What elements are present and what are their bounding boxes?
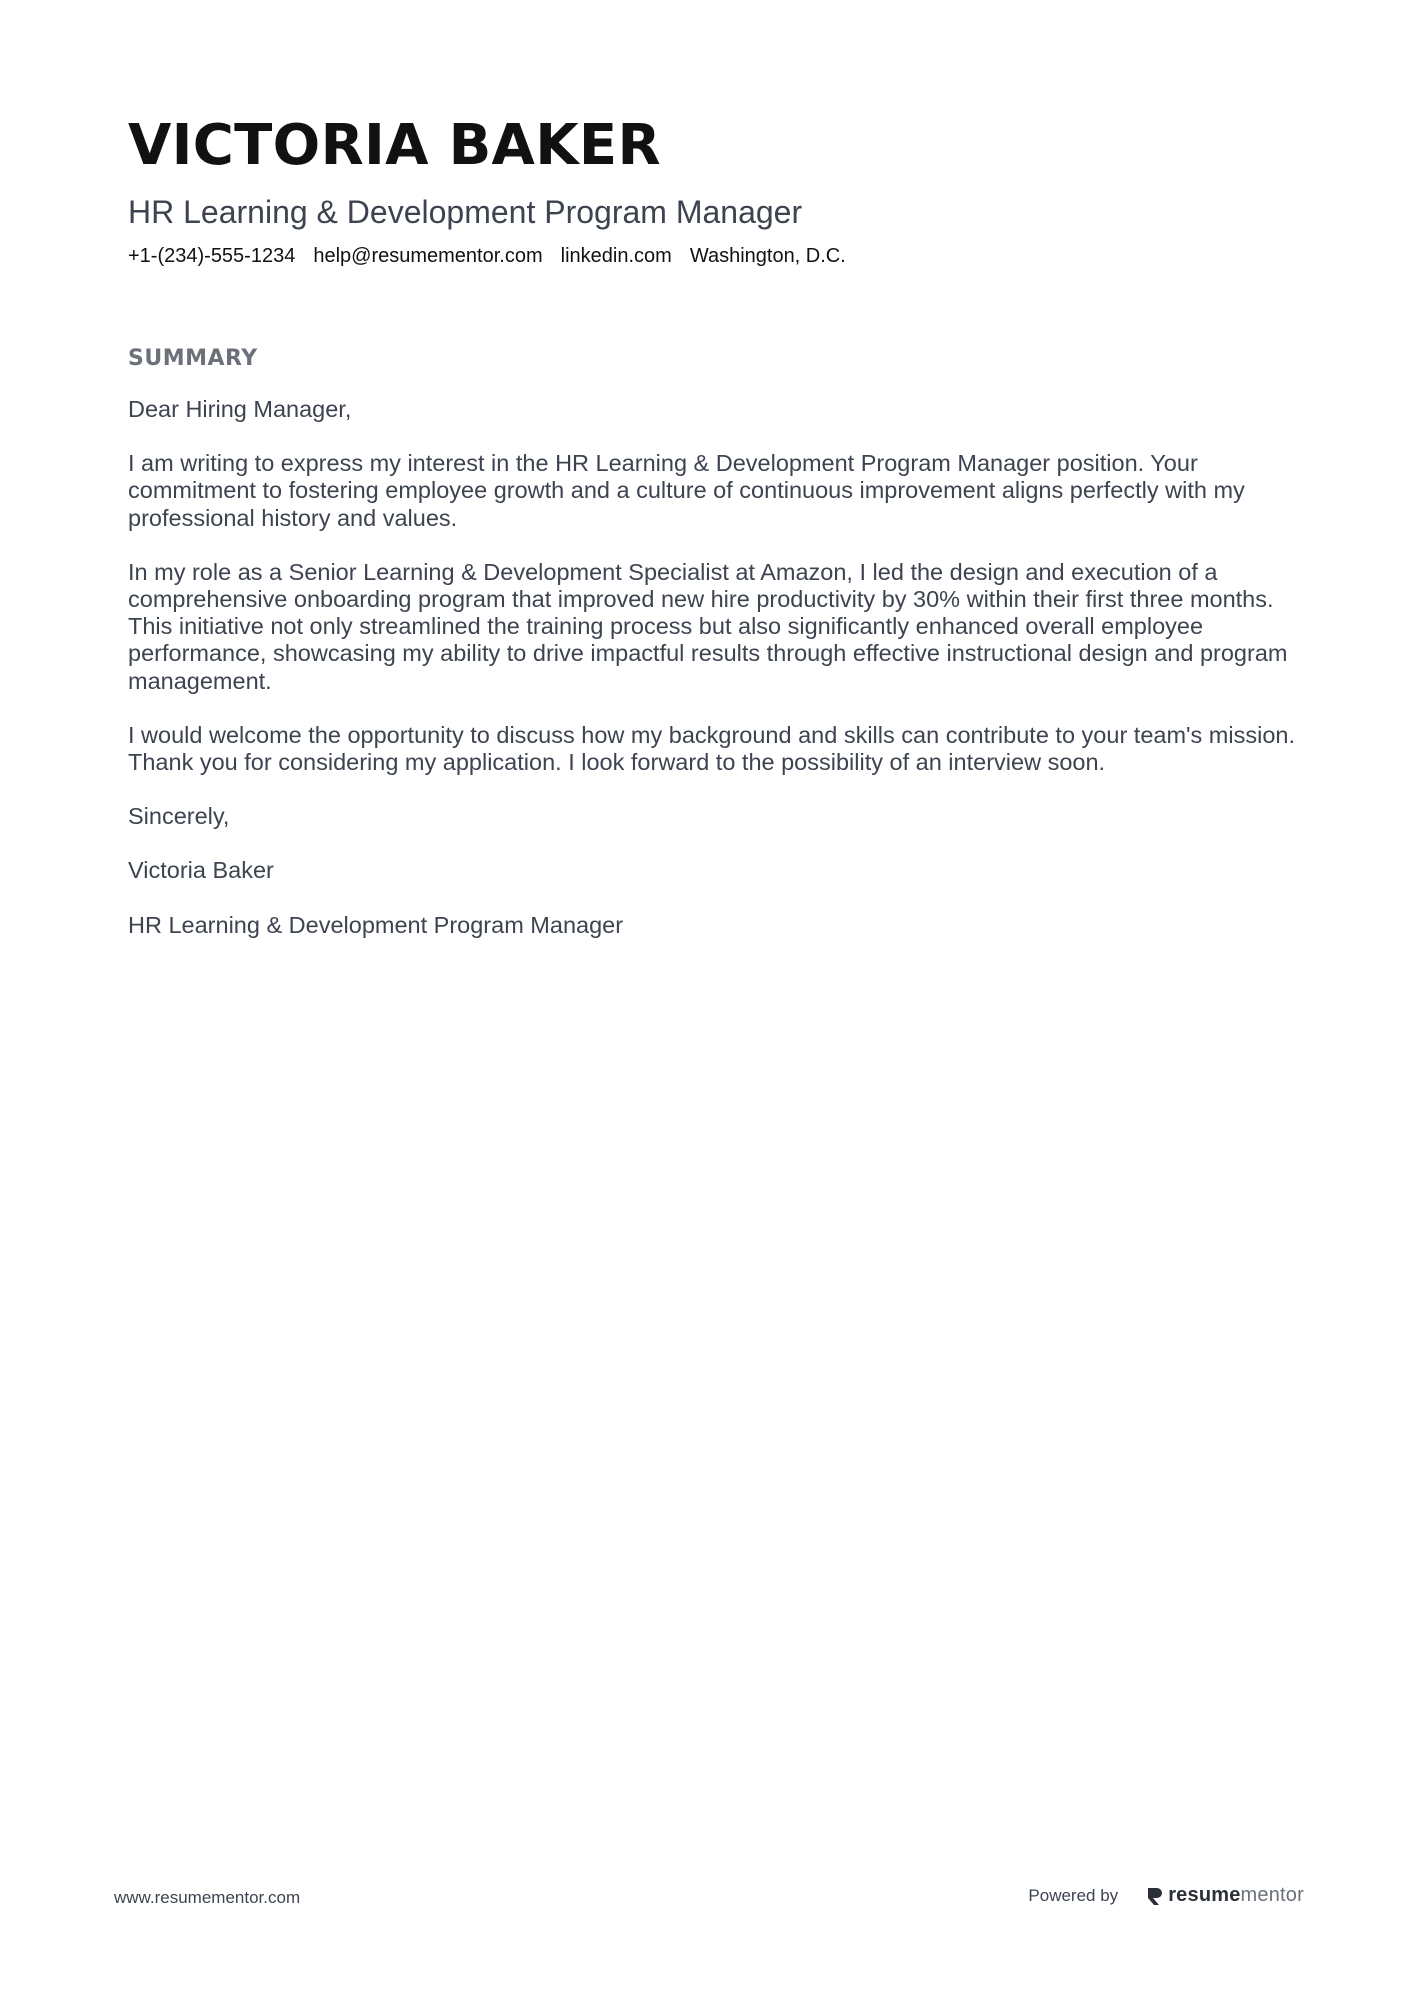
letter-paragraph: I am writing to express my interest in the HR Learning & Development Program Manager position. Your commitment to fostering employee growth and a culture of continuous improvement aligns perfectly with my professional history and values. bbox=[128, 450, 1245, 531]
letter-closing: Sincerely, bbox=[128, 803, 230, 830]
candidate-name: VICTORIA BAKER bbox=[128, 113, 661, 178]
brand-light: mentor bbox=[1240, 1884, 1304, 1906]
summary-section bbox=[128, 344, 1298, 966]
contact-email: help@resumementor.com bbox=[313, 245, 543, 267]
brand-wordmark bbox=[1168, 1884, 1304, 1907]
resume-header bbox=[128, 112, 1288, 270]
letter-body bbox=[128, 396, 1298, 939]
powered-by bbox=[1028, 1884, 1304, 1907]
letter-signature-name: Victoria Baker bbox=[128, 857, 274, 884]
powered-by-label: Powered by bbox=[1028, 1885, 1119, 1905]
section-heading: SUMMARY bbox=[128, 346, 258, 371]
contact-phone: +1-(234)-555-1234 bbox=[128, 245, 296, 267]
letter-signature-title: HR Learning & Development Program Manager bbox=[128, 911, 624, 938]
contact-linkedin: linkedin.com bbox=[560, 245, 672, 267]
job-title: HR Learning & Development Program Manager bbox=[128, 194, 803, 230]
resumementor-logo-icon bbox=[1146, 1886, 1164, 1906]
letter-paragraph: I would welcome the opportunity to discuss how my background and skills can contribute to your team's mission. Thank you for considering my application. I look forward to the possibility of an interview soon. bbox=[128, 721, 1295, 776]
footer-url[interactable]: www.resumementor.com bbox=[114, 1888, 301, 1907]
brand-logo[interactable] bbox=[1146, 1884, 1304, 1907]
letter-salutation: Dear Hiring Manager, bbox=[128, 396, 352, 422]
contact-location: Washington, D.C. bbox=[689, 245, 846, 267]
page-footer bbox=[114, 1880, 1304, 1920]
contact-info bbox=[128, 242, 1288, 270]
brand-bold: resume bbox=[1168, 1884, 1241, 1906]
letter-paragraph: In my role as a Senior Learning & Development Specialist at Amazon, I led the design and execution of a comprehensive onboarding program that improved new hire productivity by 30% within their first three months. This initiative not only streamlined the training process but also significantly enhanced overall employee performance, showcasing my ability to drive impactful results through effective instructional design and program management. bbox=[128, 558, 1288, 694]
